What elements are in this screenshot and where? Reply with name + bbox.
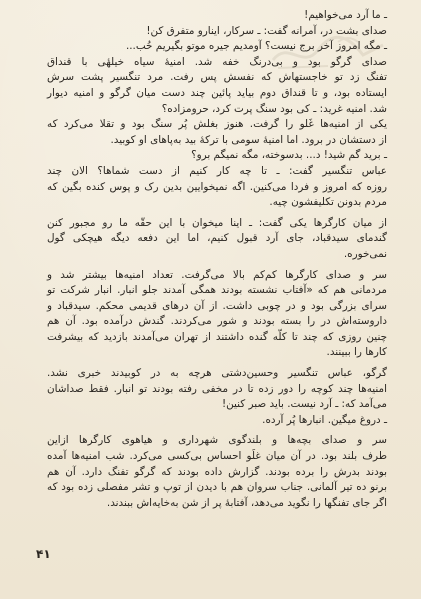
text-line: ـ مگه امروز آخر برج نیست؟ آومدیم جیره موتو بگیریم خُب... <box>125 40 387 53</box>
text-line: داروسته‌اش در را بسته بودند و شور می‌کردند. گندش درآمده بود. آن هم <box>47 315 387 328</box>
text-line: طرف بلند بود. در آن میان غلَو احساس بی‌کسی می‌کرد. شب امنیه‌ها آمده <box>47 450 387 463</box>
text-line: از میان کارگرها یکی گفت: ـ اینا میخوان با این حقّه ما رو مجبور کنن <box>47 216 387 229</box>
text-line: چنین روزی که چند تا کلّه گنده داشتند از تهران می‌آمدند بازدید که بیشرفت <box>47 330 387 343</box>
body-text <box>47 8 387 511</box>
text-line: اگر جای تفنگها را نگوید می‌دهد، آفتابهٔ پر از شن به‌خایه‌اش ببندند. <box>106 496 387 509</box>
text-line: گندمای سیدقباد، جای آرد قبول کنیم، اما این دفعه دیگه هیچکی گول <box>47 232 387 245</box>
text-line: ـ ما آرد می‌خواهیم! <box>304 9 387 21</box>
text-line: روزه که امروز و فردا می‌کنین. اگه نمیخوایین بدین رک و پوس کنده بگین که <box>47 180 387 193</box>
text-line: برنو ده تیر آلمانی. جناب سروان هم با دیدن از توپ و تشر مفصلی زده بود که <box>47 481 387 494</box>
text-line: سرای بزرگی بود و در چوبی داشت. از آن درهای قدیمی محکم. سیدقباد و <box>47 299 387 312</box>
text-line: گرگو، عباس تنگسیر وحسین‌دشتی هرچه به در کوبیدند خبری نشد. <box>47 367 387 380</box>
text-line: شد. امنیه غرید: ـ کی بود سنگ پرت کرد، حرومزاده؟ <box>161 102 387 115</box>
text-line: نمی‌خوره. <box>343 247 387 260</box>
text-line: مردم بدونن تکلیفشون چیه. <box>269 196 387 209</box>
text-line: صدای گرگو بود و بی‌درنگ خفه شد. امنیهٔ سیاه خیلهٔی با قنداق <box>47 55 387 68</box>
text-line: امنیه‌ها چند کوچه را دور زده تا در مخفی رفته بودند تو انبار. فقط صداشان <box>47 382 387 395</box>
text-line: یکی از امنیه‌ها غَلو را گرفت. هنوز بغلش پُر سنگ بود و تقلا می‌کرد که <box>47 118 387 131</box>
text-line: از دستشان در برود. اما امنیهٔ سومی با ترکهٔ بید به‌پاهای او کوبید. <box>110 133 387 146</box>
text-line: عباس تنگسیر گفت: ـ تا چه کار کنیم از دست شماها؟ الان چند <box>47 164 387 177</box>
text-line: سر و صدای بچه‌ها و بلندگوی شهرداری و هیاهوی کارگرها ازاین <box>47 434 387 447</box>
text-line: تفنگ زد تو خاجستهاش که نفسش پس رفت. مرد تنگسیر پشت سرش <box>47 71 387 84</box>
text-line: بودند بدرش را برده بودند. گزارش داده بودند که گرگو تفنگ دارد. آن هم <box>47 465 387 478</box>
text-line: ـ دروغ میگین. انبارها پُر آرده. <box>262 413 387 426</box>
page-number: ۴۱ <box>36 547 51 561</box>
text-line: می‌آمد که: ـ آرد نیست. باید صبر کنین! <box>221 398 387 411</box>
text-line: مردمانی هم که «آفتاب نشسته بودند همگی آمدند جلو انبار. انبار شرکت تو <box>47 284 387 297</box>
text-line: کارها را ببینند. <box>326 346 387 359</box>
text-line: ـ برید گم شید! د... بدسوخته، مگه نمیگم برو؟ <box>191 149 387 162</box>
text-line: صدای بشت در، آمرانه گفت: ـ سرکار، اینارو متفرق کن! <box>146 24 387 37</box>
text-line: سر و صدای کارگرها کم‌کم بالا می‌گرفت. تعداد امنیه‌ها بیشتر شد و <box>47 268 387 281</box>
text-line: ایستاده بود، و تا قنداق دوم بیاید پائین چند دست میان گرگو و امنیه دیوار <box>47 86 387 99</box>
